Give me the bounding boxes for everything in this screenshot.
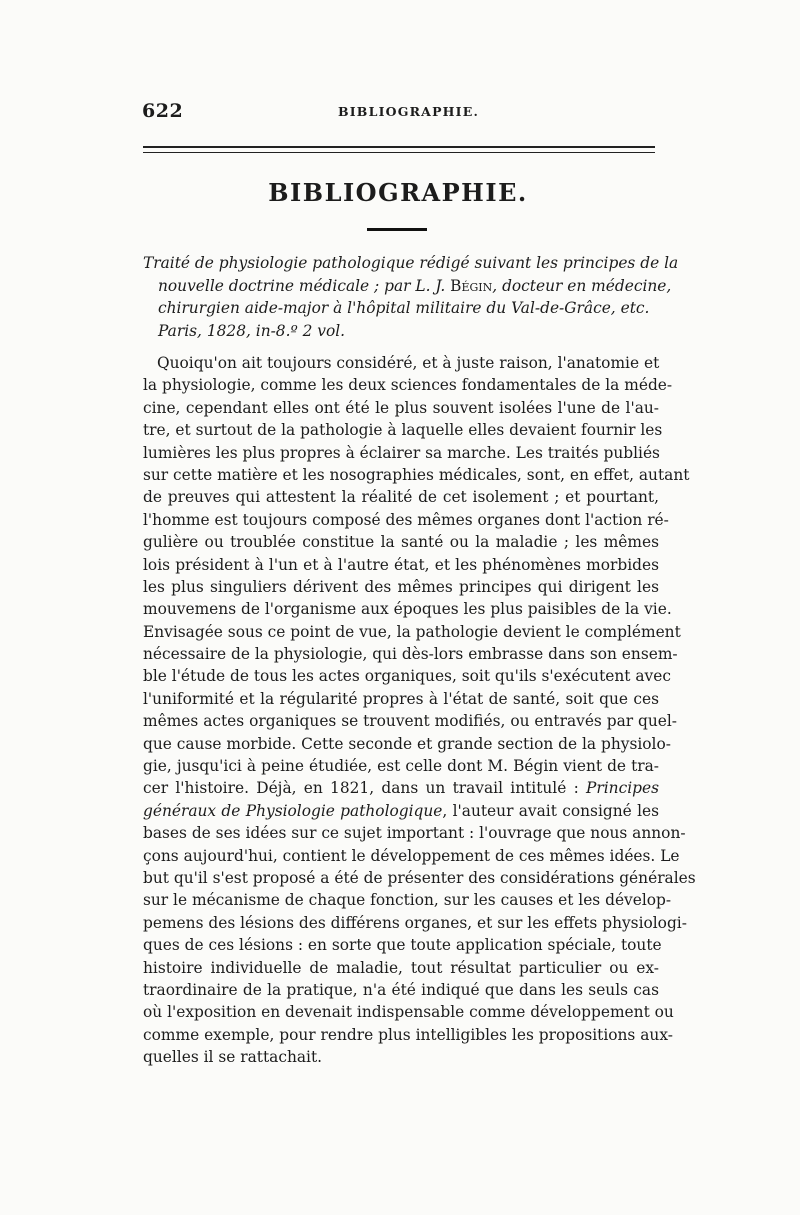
citation-author-name: Bégin <box>450 276 493 295</box>
review-body <box>143 352 696 1069</box>
body-line-last: quelles il se rattachait. <box>143 1048 323 1067</box>
body-line: où l'exposition en devenait indispensable comme développement ou <box>143 1003 674 1022</box>
body-line: mêmes actes organiques se trouvent modifiés, ou entravés par quel- <box>143 712 677 731</box>
body-line: de preuves qui attestent la réalité de cet isolement ; et pourtant, <box>143 488 659 507</box>
body-line: ble l'étude de tous les actes organiques, soit qu'ils s'exécutent avec <box>143 667 671 686</box>
body-line: sur le mécanisme de chaque fonction, sur les causes et les dévelop- <box>143 891 672 910</box>
header-rule-top <box>143 146 655 148</box>
book-citation <box>143 252 679 342</box>
body-line: but qu'il s'est proposé a été de présenter des considérations générales <box>143 868 696 887</box>
body-line: cine, cependant elles ont été le plus souvent isolées l'une de l'au- <box>143 398 659 417</box>
running-head: BIBLIOGRAPHIE. <box>338 104 480 119</box>
body-line: histoire individuelle de maladie, tout résultat particulier ou ex- <box>143 958 659 977</box>
body-line: mouvemens de l'organisme aux époques les plus paisibles de la vie. <box>143 600 672 619</box>
body-line-with-title-end <box>143 800 659 822</box>
citation-author-role: , docteur en médecine, <box>492 276 672 295</box>
body-line: gie, jusqu'ici à peine étudiée, est celle dont M. Bégin vient de tra- <box>143 757 659 776</box>
body-line: Quoiqu'on ait toujours considéré, et à juste raison, l'anatomie et <box>157 354 660 372</box>
body-line: bases de ses idées sur ce sujet important : l'ouvrage que nous annon- <box>143 824 686 843</box>
body-line: la physiologie, comme les deux sciences fondamentales de la méde- <box>143 376 673 395</box>
cited-work-title-end: généraux de Physiologie pathologique <box>143 801 443 820</box>
citation-line-1: Traité de physiologie pathologique rédigé suivant les principes de la <box>143 254 679 272</box>
header-rule-bottom <box>143 152 655 153</box>
body-line: pemens des lésions des différens organes, et sur les effets physiologi- <box>143 913 687 932</box>
cited-work-title-start: Principes <box>586 779 659 798</box>
citation-author <box>450 277 492 295</box>
citation-title-end: nouvelle doctrine médicale ; par L. J. <box>158 276 451 295</box>
citation-publication: , 1828, in-8.º 2 vol. <box>197 321 346 340</box>
title-rule <box>367 228 427 231</box>
body-line: tre, et surtout de la pathologie à laquelle elles devaient fournir les <box>143 421 663 440</box>
page-number: 622 <box>142 100 184 122</box>
body-line: sur cette matière et les nosographies médicales, sont, en effet, autant <box>143 465 690 484</box>
body-line: gulière ou troublée constitue la santé ou la maladie ; les mêmes <box>143 533 659 552</box>
citation-place: Paris <box>158 321 198 340</box>
body-line-with-title <box>143 777 659 799</box>
body-line: Envisagée sous ce point de vue, la pathologie devient le complément <box>143 622 681 641</box>
body-line-text: cer l'histoire. Déjà, en 1821, dans un travail intitulé : <box>143 779 587 798</box>
body-line: traordinaire de la pratique, n'a été indiqué que dans les seuls cas <box>143 980 659 999</box>
citation-line-3: chirurgien aide-major à l'hôpital militaire du Val-de-Grâce, etc. <box>158 299 650 317</box>
body-line: çons aujourd'hui, contient le développement de ces mêmes idées. Le <box>143 846 680 865</box>
body-line: l'uniformité et la régularité propres à l'état de santé, soit que ces <box>143 689 659 708</box>
body-line: ques de ces lésions : en sorte que toute application spéciale, toute <box>143 936 662 955</box>
section-title: BIBLIOGRAPHIE. <box>268 178 528 207</box>
body-line: comme exemple, pour rendre plus intelligibles les propositions aux- <box>143 1025 673 1044</box>
citation-line-2 <box>143 275 672 298</box>
body-line: l'homme est toujours composé des mêmes organes dont l'action ré- <box>143 510 669 529</box>
citation-line-4 <box>143 320 659 343</box>
body-line: nécessaire de la physiologie, qui dès-lors embrasse dans son ensem- <box>143 645 678 664</box>
body-line: que cause morbide. Cette seconde et grande section de la physiolo- <box>143 734 671 753</box>
body-line: lois président à l'un et à l'autre état, et les phénomènes morbides <box>143 555 659 574</box>
body-line-text: , l'auteur avait consigné les <box>442 801 659 820</box>
body-line: lumières les plus propres à éclairer sa marche. Les traités publiés <box>143 443 660 462</box>
body-line: les plus singuliers dérivent des mêmes principes qui dirigent les <box>143 577 659 596</box>
